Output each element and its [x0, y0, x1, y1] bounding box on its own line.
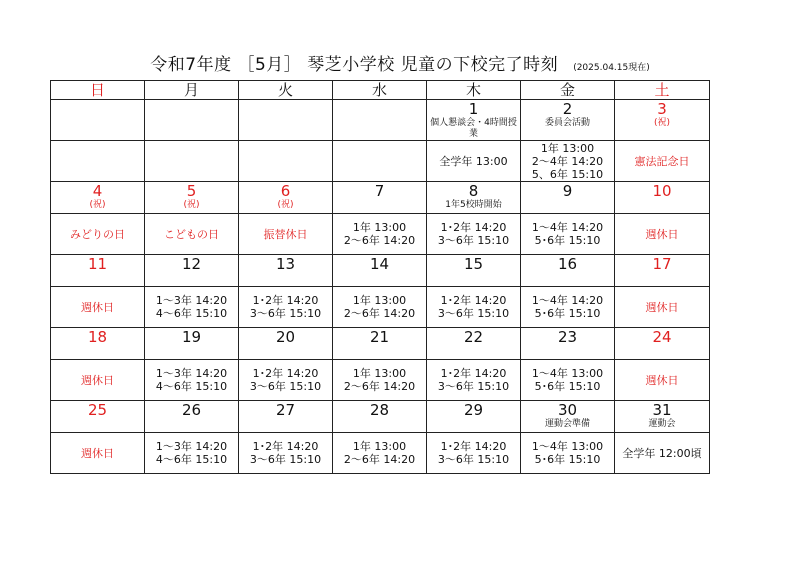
dismissal-cell — [521, 287, 615, 328]
day-number: 1 — [468, 100, 479, 118]
dismissal-time-line: 3～6年 15:10 — [249, 453, 322, 466]
date-cell — [145, 328, 239, 360]
weekday-friday: 金 — [521, 81, 615, 100]
dismissal-time-line: 3～6年 15:10 — [437, 380, 510, 393]
weekday-sunday: 日 — [51, 81, 145, 100]
day-number: 29 — [463, 401, 484, 419]
day-note: 運動会準備 — [544, 419, 590, 429]
date-cell — [333, 100, 427, 141]
dismissal-time-line: 3～6年 15:10 — [437, 453, 510, 466]
dismissal-cell — [51, 287, 145, 328]
day-number: 17 — [652, 255, 672, 273]
day-number: 6 — [280, 182, 291, 200]
dismissal-time-line: 全学年 13:00 — [439, 154, 508, 168]
dismissal-time-line: 1～4年 13:00 — [531, 440, 604, 453]
dismissal-time-line: 3～6年 15:10 — [249, 380, 322, 393]
date-cell — [239, 401, 333, 433]
dismissal-cell — [615, 360, 710, 401]
dismissal-time-line: 1年 13:00 — [352, 440, 407, 453]
dismissal-time-line: 1･2年 14:20 — [440, 294, 507, 307]
day-note: 運動会 — [648, 419, 676, 429]
dismissal-time-line: 4～6年 15:10 — [155, 307, 228, 320]
date-cell — [239, 182, 333, 214]
dismissal-time-line: 週休日 — [645, 227, 679, 241]
date-cell — [615, 401, 710, 433]
date-cell — [51, 255, 145, 287]
day-number: 15 — [463, 255, 484, 273]
date-cell — [427, 182, 521, 214]
dismissal-time-line: 1･2年 14:20 — [440, 367, 507, 380]
day-note: 個人懇談会・4時間授業 — [430, 118, 517, 139]
date-cell — [615, 182, 710, 214]
date-row — [51, 328, 710, 360]
day-note: 1年5校時開始 — [445, 200, 502, 210]
dismissal-time-row — [51, 287, 710, 328]
day-number: 7 — [374, 182, 385, 200]
day-note: (祝) — [653, 118, 671, 128]
day-number: 24 — [652, 328, 672, 346]
dismissal-time-line: 振替休日 — [263, 227, 308, 241]
dismissal-time-line: 1年 13:00 — [352, 221, 407, 234]
day-number: 9 — [562, 182, 573, 200]
day-number: 27 — [275, 401, 296, 419]
dismissal-time-line: 4～6年 15:10 — [155, 380, 228, 393]
dismissal-time-line: 5･6年 15:10 — [534, 307, 601, 320]
day-number: 5 — [186, 182, 197, 200]
dismissal-time-line: 週休日 — [81, 373, 114, 387]
date-cell — [239, 255, 333, 287]
date-row — [51, 401, 710, 433]
day-number: 26 — [181, 401, 202, 419]
dismissal-cell — [615, 141, 710, 182]
day-number: 14 — [369, 255, 390, 273]
dismissal-time-line: 1･2年 14:20 — [440, 440, 507, 453]
day-number: 28 — [369, 401, 390, 419]
day-number: 12 — [181, 255, 202, 273]
day-note: (祝) — [89, 200, 106, 210]
day-note: (祝) — [183, 200, 200, 210]
date-cell — [427, 401, 521, 433]
dismissal-time-line: 1･2年 14:20 — [252, 440, 319, 453]
date-cell — [333, 182, 427, 214]
weekday-monday: 月 — [145, 81, 239, 100]
as-of-date: (2025.04.15現在) — [573, 63, 650, 73]
dismissal-time-line: 5･6年 15:10 — [534, 234, 601, 247]
date-cell — [427, 255, 521, 287]
dismissal-cell — [145, 433, 239, 474]
date-cell — [521, 401, 615, 433]
dismissal-time-line: 2～6年 14:20 — [343, 380, 416, 393]
dismissal-time-line: 5･6年 15:10 — [534, 453, 601, 466]
date-cell — [615, 328, 710, 360]
dismissal-cell — [239, 360, 333, 401]
day-number: 19 — [181, 328, 202, 346]
dismissal-time-line: 1～3年 14:20 — [155, 440, 228, 453]
date-cell — [521, 182, 615, 214]
dismissal-cell — [145, 360, 239, 401]
dismissal-time-line: 2～4年 14:20 — [531, 154, 604, 168]
dismissal-cell — [145, 141, 239, 182]
dismissal-cell — [521, 214, 615, 255]
dismissal-time-line: 1～3年 14:20 — [155, 294, 228, 307]
day-number: 30 — [557, 401, 578, 419]
dismissal-time-line: 2～6年 14:20 — [343, 453, 416, 466]
dismissal-cell — [51, 214, 145, 255]
dismissal-time-row — [51, 214, 710, 255]
dismissal-time-line: みどりの日 — [70, 227, 125, 241]
day-number: 8 — [468, 182, 479, 200]
date-cell — [521, 328, 615, 360]
dismissal-cell — [51, 360, 145, 401]
dismissal-cell — [51, 141, 145, 182]
dismissal-cell — [427, 287, 521, 328]
dismissal-cell — [521, 141, 615, 182]
dismissal-cell — [427, 214, 521, 255]
dismissal-time-line: 1～3年 14:20 — [155, 367, 228, 380]
dismissal-time-line: 1･2年 14:20 — [440, 221, 507, 234]
date-cell — [239, 100, 333, 141]
dismissal-cell — [51, 433, 145, 474]
day-number: 25 — [87, 401, 108, 419]
dismissal-cell — [427, 141, 521, 182]
day-number: 31 — [652, 401, 672, 419]
weekday-saturday: 土 — [615, 81, 710, 100]
dismissal-time-line: 憲法記念日 — [634, 154, 690, 168]
dismissal-cell — [239, 287, 333, 328]
dismissal-cell — [239, 433, 333, 474]
calendar-body — [51, 100, 710, 474]
dismissal-cell — [333, 433, 427, 474]
dismissal-time-line: 全学年 12:00頃 — [622, 446, 702, 460]
weekday-header-row — [51, 81, 710, 100]
day-number: 21 — [369, 328, 390, 346]
dismissal-cell — [427, 360, 521, 401]
dismissal-time-row — [51, 141, 710, 182]
day-number: 16 — [557, 255, 578, 273]
dismissal-time-line: 2～6年 14:20 — [343, 234, 416, 247]
date-cell — [615, 100, 710, 141]
dismissal-cell — [615, 433, 710, 474]
dismissal-calendar — [50, 80, 710, 474]
day-number: 3 — [657, 100, 667, 118]
dismissal-time-line: 1･2年 14:20 — [252, 367, 319, 380]
dismissal-time-line: 週休日 — [645, 300, 679, 314]
date-cell — [51, 401, 145, 433]
document-header — [0, 50, 800, 75]
date-cell — [145, 100, 239, 141]
date-row — [51, 100, 710, 141]
dismissal-time-line: 3～6年 15:10 — [249, 307, 322, 320]
dismissal-cell — [145, 287, 239, 328]
weekday-wednesday: 水 — [333, 81, 427, 100]
dismissal-cell — [615, 214, 710, 255]
date-cell — [427, 100, 521, 141]
date-cell — [51, 182, 145, 214]
dismissal-time-line: 1年 13:00 — [352, 367, 407, 380]
dismissal-cell — [333, 287, 427, 328]
date-cell — [333, 255, 427, 287]
day-number: 18 — [87, 328, 108, 346]
date-cell — [333, 401, 427, 433]
dismissal-cell — [615, 287, 710, 328]
dismissal-time-line: 3～6年 15:10 — [437, 234, 510, 247]
dismissal-time-line: 1～4年 14:20 — [531, 294, 604, 307]
dismissal-cell — [427, 433, 521, 474]
dismissal-time-row — [51, 360, 710, 401]
dismissal-time-line: 4～6年 15:10 — [155, 453, 228, 466]
weekday-tuesday: 火 — [239, 81, 333, 100]
dismissal-time-row — [51, 433, 710, 474]
day-note: (祝) — [277, 200, 294, 210]
date-cell — [145, 255, 239, 287]
dismissal-time-line: 1～4年 13:00 — [531, 367, 604, 380]
date-cell — [239, 328, 333, 360]
dismissal-time-line: 週休日 — [81, 446, 114, 460]
date-row — [51, 182, 710, 214]
dismissal-cell — [239, 214, 333, 255]
date-cell — [427, 328, 521, 360]
day-number: 22 — [463, 328, 484, 346]
date-cell — [521, 100, 615, 141]
date-row — [51, 255, 710, 287]
dismissal-time-line: 2～6年 14:20 — [343, 307, 416, 320]
dismissal-cell — [333, 141, 427, 182]
dismissal-time-line: 1･2年 14:20 — [252, 294, 319, 307]
dismissal-cell — [333, 214, 427, 255]
day-number: 2 — [562, 100, 573, 118]
date-cell — [145, 401, 239, 433]
dismissal-cell — [521, 360, 615, 401]
date-cell — [145, 182, 239, 214]
date-cell — [51, 100, 145, 141]
day-number: 23 — [557, 328, 578, 346]
dismissal-time-line: 1～4年 14:20 — [531, 221, 604, 234]
weekday-thursday: 木 — [427, 81, 521, 100]
day-number: 20 — [275, 328, 296, 346]
day-number: 10 — [652, 182, 672, 200]
dismissal-time-line: 1年 13:00 — [352, 294, 407, 307]
date-cell — [333, 328, 427, 360]
dismissal-cell — [333, 360, 427, 401]
day-number: 11 — [87, 255, 108, 273]
dismissal-time-line: 3～6年 15:10 — [437, 307, 510, 320]
dismissal-time-line: 週休日 — [645, 373, 679, 387]
page-title: 令和7年度 ［5月］ 琴芝小学校 児童の下校完了時刻 — [150, 55, 559, 75]
date-cell — [521, 255, 615, 287]
dismissal-time-line: 1年 13:00 — [540, 141, 595, 155]
dismissal-time-line: こどもの日 — [164, 227, 219, 241]
dismissal-time-line: 5、6年 15:10 — [531, 167, 604, 181]
date-cell — [51, 328, 145, 360]
day-number: 13 — [275, 255, 296, 273]
dismissal-time-line: 5･6年 15:10 — [534, 380, 601, 393]
day-number: 4 — [92, 182, 103, 200]
dismissal-cell — [521, 433, 615, 474]
date-cell — [615, 255, 710, 287]
dismissal-cell — [239, 141, 333, 182]
dismissal-cell — [145, 214, 239, 255]
day-note: 委員会活動 — [544, 118, 590, 128]
dismissal-time-line: 週休日 — [81, 300, 114, 314]
